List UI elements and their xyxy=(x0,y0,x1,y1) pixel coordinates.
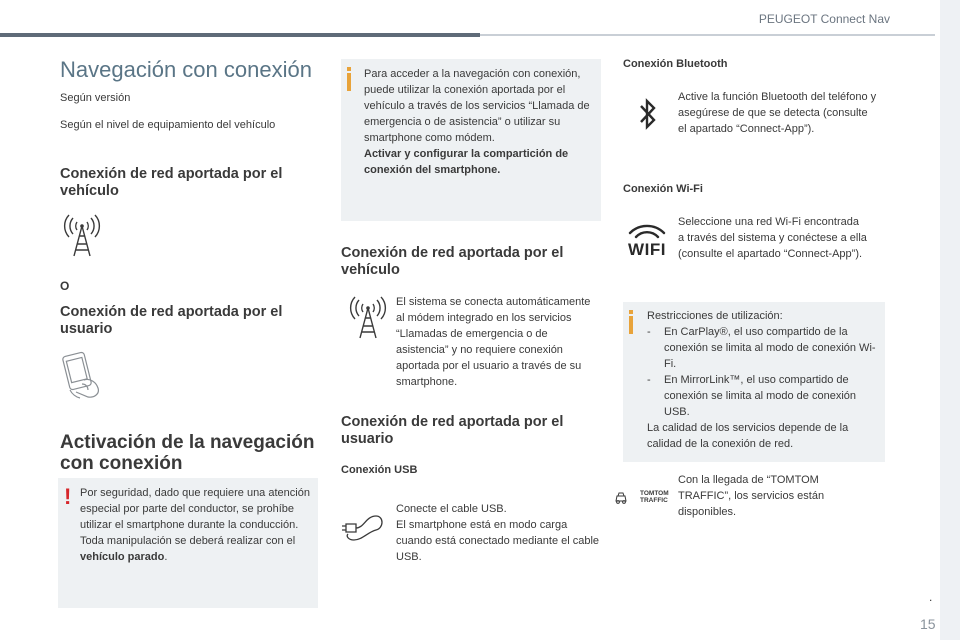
vehicle-connection-text: El sistema se conecta automáticamente al módem integrado en los servicios “Llamadas de emergencia o de asistencia” y no requiere conexión aportada por el usuario a través de su smartphone. xyxy=(396,296,591,388)
restrictions-footer: La calidad de los servicios depende de la calidad de la conexión de red. xyxy=(647,422,849,450)
warning-text-2: Toda manipulación se deberá realizar con el vehículo parado. xyxy=(80,535,296,563)
usb-label: Conexión USB xyxy=(341,464,418,476)
wifi-label: Conexión Wi-Fi xyxy=(623,183,703,195)
antenna-icon xyxy=(62,214,102,258)
wifi-icon-text: WIFI xyxy=(628,240,666,259)
bluetooth-label: Conexión Bluetooth xyxy=(623,58,728,70)
antenna-icon-2 xyxy=(348,296,388,340)
tomtom-icon-line2: TRAFFIC xyxy=(640,497,668,504)
warning-text xyxy=(80,485,312,565)
usb-cable-icon xyxy=(340,510,386,546)
middle-vehicle-heading: Conexión de red aportada por el vehículo xyxy=(341,245,564,278)
wifi-icon xyxy=(624,222,670,260)
info-text-bold: Activar y configurar la compartición de conexión del smartphone. xyxy=(364,148,569,176)
header-rule xyxy=(480,34,935,36)
info-icon-2 xyxy=(629,316,633,334)
info-box-connection xyxy=(341,59,601,221)
usb-text-1: Conecte el cable USB. xyxy=(396,503,507,515)
tomtom-icon-line1: TOMTOM xyxy=(640,490,669,497)
warning-text-1: Por seguridad, dado que requiere una atención especial por parte del conductor, se prohíbe utilizar el smartphone durante la conducción. xyxy=(80,487,310,531)
middle-user-heading: Conexión de red aportada por el usuario xyxy=(341,414,564,447)
equipment-note: Según el nivel de equipamiento del vehículo xyxy=(60,119,276,131)
page-title: Navegación con conexión xyxy=(60,57,312,82)
warning-icon: ! xyxy=(64,484,72,509)
or-label: O xyxy=(60,279,70,293)
tomtom-text: Con la llegada de “TOMTOM TRAFFIC”, los servicios están disponibles. xyxy=(678,474,825,518)
wifi-text: Seleccione una red Wi-Fi encontrada a través del sistema y conéctese a ella (consulte el apartado “Connect-App”). xyxy=(678,216,867,260)
vehicle-network-heading: Conexión de red aportada por el vehículo xyxy=(60,166,283,199)
usb-text-2: El smartphone está en modo carga cuando está conectado mediante el cable USB. xyxy=(396,519,600,563)
info-text xyxy=(364,66,596,178)
restrictions-text xyxy=(647,308,879,452)
info-text-body: Para acceder a la navegación con conexión, puede utilizar la conexión aportada por el vehículo a través de los servicios “Llamada de emergencia o de asistencia” o utilizar su smartphone como módem. xyxy=(364,68,590,144)
safety-warning-box xyxy=(58,478,318,608)
bluetooth-icon xyxy=(638,96,658,132)
smartphone-hand-icon xyxy=(58,350,108,400)
restrictions-info-box xyxy=(623,302,885,462)
page-side-strip xyxy=(940,0,960,640)
bluetooth-text: Active la función Bluetooth del teléfono y asegúrese de que se detecta (consulte el apartado “Connect-App”). xyxy=(678,91,877,135)
brand-label: PEUGEOT Connect Nav xyxy=(758,12,890,26)
restriction-item-1: - En CarPlay®, el uso compartido de la conexión se limita al modo de conexión Wi-Fi. xyxy=(647,326,876,370)
activation-heading: Activación de la navegación con conexión xyxy=(60,432,315,474)
info-icon xyxy=(347,73,351,91)
usb-text xyxy=(396,501,601,565)
restrictions-title: Restricciones de utilización: xyxy=(647,310,783,322)
header-bar xyxy=(0,33,480,37)
page-dot: . xyxy=(929,590,933,604)
version-note: Según versión xyxy=(60,92,131,104)
page-number: 15 xyxy=(920,616,936,632)
restriction-item-2: - En MirrorLink™, el uso compartido de conexión se limita al modo de conexión USB. xyxy=(647,374,857,418)
user-network-heading: Conexión de red aportada por el usuario xyxy=(60,304,283,337)
